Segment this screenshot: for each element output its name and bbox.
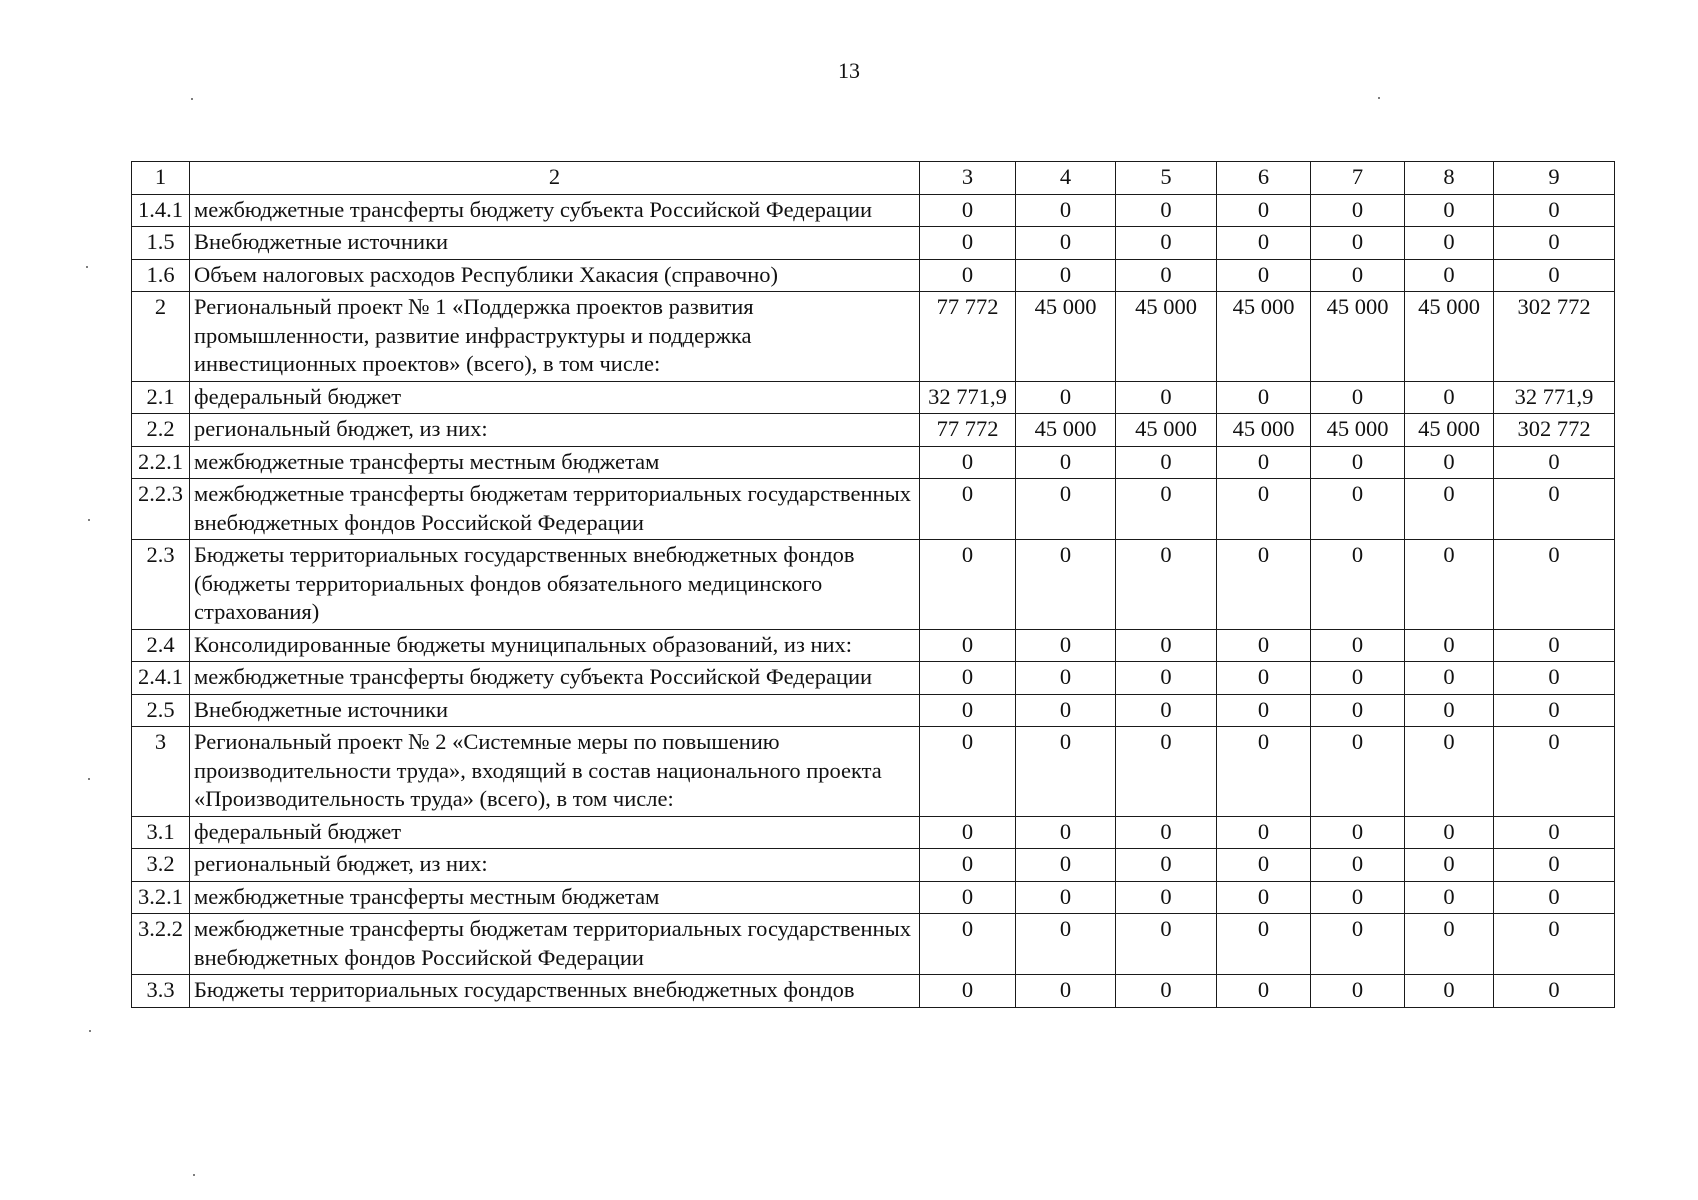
value-cell: 0: [1405, 446, 1494, 479]
row-number: 2.3: [132, 540, 190, 630]
value-cell: 0: [1494, 446, 1615, 479]
value-cell: 0: [1494, 540, 1615, 630]
row-name: Бюджеты территориальных государственных внебюджетных фондов: [190, 975, 920, 1008]
value-cell: 0: [1311, 727, 1405, 817]
row-number: 2.4: [132, 629, 190, 662]
row-number: 3.3: [132, 975, 190, 1008]
budget-table: [131, 161, 1615, 1008]
value-cell: 0: [1116, 727, 1217, 817]
table-row: [132, 292, 1615, 382]
value-cell: 45 000: [1311, 414, 1405, 447]
value-cell: 0: [1217, 194, 1311, 227]
row-number: 2: [132, 292, 190, 382]
value-cell: 0: [920, 479, 1016, 540]
value-cell: 0: [1217, 629, 1311, 662]
scan-speck: [191, 98, 193, 100]
table-row: [132, 259, 1615, 292]
value-cell: 0: [920, 694, 1016, 727]
row-number: 2.2: [132, 414, 190, 447]
row-number: 3.2: [132, 849, 190, 882]
value-cell: 0: [1311, 662, 1405, 695]
value-cell: 0: [1405, 816, 1494, 849]
value-cell: 0: [1116, 194, 1217, 227]
value-cell: 0: [1405, 227, 1494, 260]
value-cell: 0: [1116, 629, 1217, 662]
value-cell: 45 000: [1217, 292, 1311, 382]
value-cell: 0: [1016, 227, 1116, 260]
value-cell: 0: [1116, 662, 1217, 695]
value-cell: 302 772: [1494, 414, 1615, 447]
row-name: федеральный бюджет: [190, 816, 920, 849]
value-cell: 0: [1116, 479, 1217, 540]
value-cell: 0: [1494, 816, 1615, 849]
row-number: 2.2.1: [132, 446, 190, 479]
table-row: [132, 849, 1615, 882]
value-cell: 0: [1217, 816, 1311, 849]
table-row: [132, 629, 1615, 662]
scan-speck: [89, 1030, 91, 1032]
row-name: Региональный проект № 2 «Системные меры по повышению производительности труда», входящий в состав национального проекта «Производительность труда» (всего), в том числе:: [190, 727, 920, 817]
value-cell: 0: [1405, 540, 1494, 630]
table-row: [132, 881, 1615, 914]
table-row: [132, 381, 1615, 414]
header-cell: 4: [1016, 162, 1116, 195]
value-cell: 45 000: [1217, 414, 1311, 447]
scan-speck: [88, 778, 90, 780]
value-cell: 0: [920, 727, 1016, 817]
row-name: Региональный проект № 1 «Поддержка проектов развития промышленности, развитие инфраструктуры и поддержка инвестиционных проектов» (всего), в том числе:: [190, 292, 920, 382]
value-cell: 0: [1217, 975, 1311, 1008]
table-row: [132, 414, 1615, 447]
header-cell: 3: [920, 162, 1016, 195]
value-cell: 0: [920, 540, 1016, 630]
value-cell: 0: [1311, 227, 1405, 260]
row-number: 1.5: [132, 227, 190, 260]
value-cell: 45 000: [1016, 292, 1116, 382]
row-number: 2.1: [132, 381, 190, 414]
value-cell: 0: [1217, 849, 1311, 882]
value-cell: 0: [1405, 662, 1494, 695]
value-cell: 0: [920, 849, 1016, 882]
value-cell: 45 000: [1116, 414, 1217, 447]
value-cell: 0: [1016, 662, 1116, 695]
table-row: [132, 227, 1615, 260]
row-name: региональный бюджет, из них:: [190, 414, 920, 447]
value-cell: 45 000: [1405, 414, 1494, 447]
value-cell: 0: [1494, 662, 1615, 695]
value-cell: 0: [1405, 975, 1494, 1008]
value-cell: 0: [920, 194, 1016, 227]
table-row: [132, 727, 1615, 817]
row-name: федеральный бюджет: [190, 381, 920, 414]
value-cell: 0: [1311, 881, 1405, 914]
value-cell: 0: [1016, 479, 1116, 540]
header-cell: 5: [1116, 162, 1217, 195]
value-cell: 0: [1016, 816, 1116, 849]
value-cell: 0: [1016, 694, 1116, 727]
row-number: 3.2.1: [132, 881, 190, 914]
header-cell: 9: [1494, 162, 1615, 195]
scan-speck: [86, 266, 88, 268]
row-number: 3: [132, 727, 190, 817]
row-name: межбюджетные трансферты бюджетам территориальных государственных внебюджетных фондов Российской Федерации: [190, 479, 920, 540]
value-cell: 0: [1116, 694, 1217, 727]
value-cell: 0: [920, 629, 1016, 662]
value-cell: 0: [1116, 227, 1217, 260]
value-cell: 0: [1016, 381, 1116, 414]
value-cell: 0: [1116, 259, 1217, 292]
value-cell: 0: [1217, 259, 1311, 292]
value-cell: 0: [1016, 446, 1116, 479]
header-cell: 6: [1217, 162, 1311, 195]
value-cell: 0: [1311, 259, 1405, 292]
value-cell: 0: [920, 816, 1016, 849]
value-cell: 0: [1016, 540, 1116, 630]
scan-speck: [1378, 97, 1380, 99]
value-cell: 0: [1016, 975, 1116, 1008]
row-name: Консолидированные бюджеты муниципальных образований, из них:: [190, 629, 920, 662]
value-cell: 0: [1405, 727, 1494, 817]
value-cell: 0: [1405, 881, 1494, 914]
value-cell: 45 000: [1016, 414, 1116, 447]
value-cell: 0: [1311, 540, 1405, 630]
value-cell: 0: [1311, 849, 1405, 882]
value-cell: 0: [1016, 194, 1116, 227]
row-number: 3.2.2: [132, 914, 190, 975]
row-name: межбюджетные трансферты местным бюджетам: [190, 446, 920, 479]
page-number: 13: [838, 58, 860, 83]
value-cell: 0: [1016, 259, 1116, 292]
value-cell: 0: [1217, 227, 1311, 260]
row-number: 2.4.1: [132, 662, 190, 695]
value-cell: 0: [1405, 629, 1494, 662]
value-cell: 0: [920, 881, 1016, 914]
value-cell: 0: [1311, 694, 1405, 727]
row-number: 2.2.3: [132, 479, 190, 540]
value-cell: 0: [1311, 975, 1405, 1008]
value-cell: 45 000: [1311, 292, 1405, 382]
table-row: [132, 816, 1615, 849]
value-cell: 0: [920, 227, 1016, 260]
value-cell: 0: [920, 259, 1016, 292]
value-cell: 45 000: [1405, 292, 1494, 382]
row-number: 1.4.1: [132, 194, 190, 227]
value-cell: 0: [1405, 259, 1494, 292]
row-name: Бюджеты территориальных государственных внебюджетных фондов (бюджеты территориальных фондов обязательного медицинского страхования): [190, 540, 920, 630]
table-row: [132, 662, 1615, 695]
table-row: [132, 914, 1615, 975]
value-cell: 0: [1116, 849, 1217, 882]
value-cell: 0: [1217, 446, 1311, 479]
scan-speck: [193, 1174, 195, 1176]
value-cell: 0: [1494, 227, 1615, 260]
value-cell: 32 771,9: [920, 381, 1016, 414]
row-number: 3.1: [132, 816, 190, 849]
value-cell: 0: [920, 914, 1016, 975]
value-cell: 0: [1116, 975, 1217, 1008]
value-cell: 0: [1311, 479, 1405, 540]
row-name: Объем налоговых расходов Республики Хакасия (справочно): [190, 259, 920, 292]
row-name: Внебюджетные источники: [190, 694, 920, 727]
value-cell: 0: [1311, 446, 1405, 479]
value-cell: 0: [1217, 881, 1311, 914]
value-cell: 0: [1405, 849, 1494, 882]
value-cell: 0: [1217, 694, 1311, 727]
value-cell: 0: [1405, 694, 1494, 727]
row-name: межбюджетные трансферты бюджетам территориальных государственных внебюджетных фондов Российской Федерации: [190, 914, 920, 975]
value-cell: 0: [1116, 381, 1217, 414]
value-cell: 0: [1405, 381, 1494, 414]
row-number: 1.6: [132, 259, 190, 292]
value-cell: 0: [1494, 259, 1615, 292]
value-cell: 0: [920, 662, 1016, 695]
value-cell: 0: [1494, 881, 1615, 914]
value-cell: 32 771,9: [1494, 381, 1615, 414]
table-row: [132, 540, 1615, 630]
row-name: межбюджетные трансферты бюджету субъекта Российской Федерации: [190, 662, 920, 695]
header-cell: 2: [190, 162, 920, 195]
value-cell: 0: [1311, 381, 1405, 414]
row-name: Внебюджетные источники: [190, 227, 920, 260]
value-cell: 0: [1494, 849, 1615, 882]
row-name: межбюджетные трансферты местным бюджетам: [190, 881, 920, 914]
value-cell: 0: [1217, 381, 1311, 414]
value-cell: 0: [1311, 194, 1405, 227]
value-cell: 0: [1405, 479, 1494, 540]
value-cell: 0: [1217, 727, 1311, 817]
value-cell: 0: [1311, 816, 1405, 849]
value-cell: 45 000: [1116, 292, 1217, 382]
header-cell: 7: [1311, 162, 1405, 195]
row-name: межбюджетные трансферты бюджету субъекта Российской Федерации: [190, 194, 920, 227]
value-cell: 0: [1116, 540, 1217, 630]
value-cell: 0: [1116, 816, 1217, 849]
value-cell: 0: [1016, 727, 1116, 817]
value-cell: 0: [1016, 914, 1116, 975]
value-cell: 0: [1016, 881, 1116, 914]
table-row: [132, 194, 1615, 227]
value-cell: 77 772: [920, 292, 1016, 382]
table-row: [132, 446, 1615, 479]
value-cell: 0: [1217, 479, 1311, 540]
value-cell: 0: [1217, 540, 1311, 630]
scan-speck: [88, 519, 90, 521]
row-name: региональный бюджет, из них:: [190, 849, 920, 882]
header-cell: 8: [1405, 162, 1494, 195]
value-cell: 0: [1116, 881, 1217, 914]
table-row: [132, 975, 1615, 1008]
value-cell: 0: [1494, 914, 1615, 975]
value-cell: 0: [1494, 694, 1615, 727]
value-cell: 0: [1494, 629, 1615, 662]
value-cell: 0: [1016, 629, 1116, 662]
table-header-row: [132, 162, 1615, 195]
value-cell: 0: [1494, 975, 1615, 1008]
value-cell: 0: [1116, 914, 1217, 975]
row-number: 2.5: [132, 694, 190, 727]
value-cell: 0: [1217, 914, 1311, 975]
value-cell: 0: [1494, 194, 1615, 227]
value-cell: 302 772: [1494, 292, 1615, 382]
value-cell: 0: [1494, 727, 1615, 817]
table-body: [132, 162, 1615, 1008]
value-cell: 0: [1116, 446, 1217, 479]
value-cell: 0: [920, 975, 1016, 1008]
value-cell: 0: [1311, 629, 1405, 662]
value-cell: 0: [1405, 914, 1494, 975]
value-cell: 0: [920, 446, 1016, 479]
value-cell: 77 772: [920, 414, 1016, 447]
value-cell: 0: [1016, 849, 1116, 882]
header-cell: 1: [132, 162, 190, 195]
value-cell: 0: [1217, 662, 1311, 695]
table-row: [132, 694, 1615, 727]
value-cell: 0: [1311, 914, 1405, 975]
value-cell: 0: [1494, 479, 1615, 540]
value-cell: 0: [1405, 194, 1494, 227]
table-row: [132, 479, 1615, 540]
